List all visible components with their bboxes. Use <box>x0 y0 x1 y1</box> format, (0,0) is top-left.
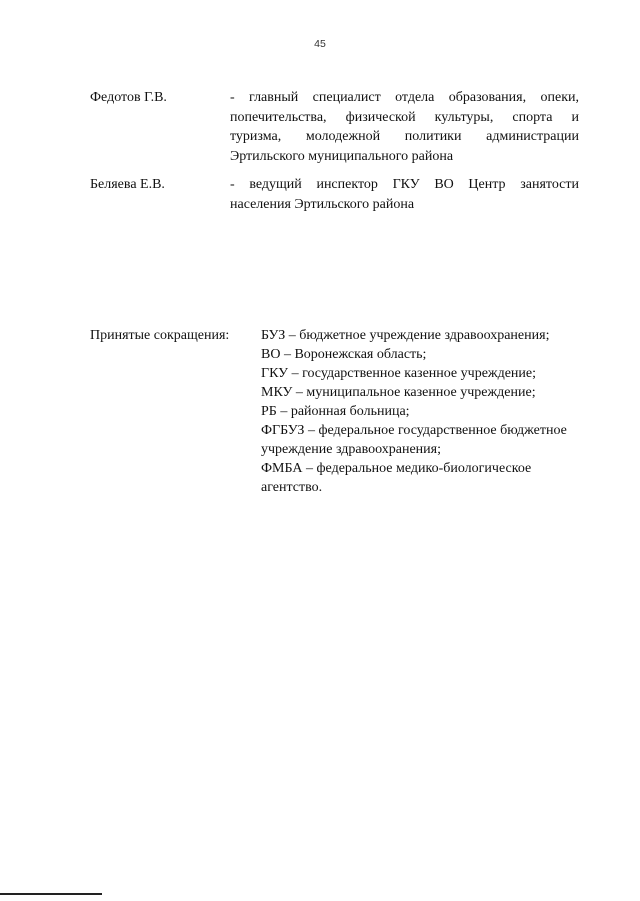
abbreviation-item: ФМБА – федеральное медико-биологическое <box>261 461 532 476</box>
person-name-fedotov: Федотов Г.В. <box>90 90 167 105</box>
description-line: населения Эртильского района <box>230 196 415 212</box>
description-line: Эртильского муниципального района <box>230 148 454 164</box>
abbreviations-label: Принятые сокращения: <box>90 328 230 343</box>
abbreviations-list <box>261 326 606 497</box>
abbreviation-item: БУЗ – бюджетное учреждение здравоохранения; <box>261 328 550 343</box>
abbreviation-item: ВО – Воронежская область; <box>261 347 427 362</box>
description-line: - ведущий инспектор ГКУ ВО Центр занятости <box>230 177 579 192</box>
abbreviation-item: ФГБУЗ – федеральное государственное бюджетное <box>261 423 567 438</box>
abbreviation-item-continuation: агентство. <box>261 480 323 495</box>
person-name-belyaeva: Беляева Е.В. <box>90 177 165 192</box>
person-description-belyaeva <box>230 175 579 214</box>
abbreviation-item-continuation: учреждение здравоохранения; <box>261 442 441 457</box>
abbreviation-item: РБ – районная больница; <box>261 404 410 419</box>
description-line: - главный специалист отдела образования, опеки, <box>230 90 579 105</box>
abbreviation-item: ГКУ – государственное казенное учреждение; <box>261 366 537 381</box>
description-line: туризма, молодежной политики администрации <box>230 129 579 144</box>
description-line: попечительства, физической культуры, спорта и <box>230 109 579 125</box>
footer-rule <box>0 893 102 895</box>
page-number: 45 <box>314 38 326 50</box>
abbreviation-item: МКУ – муниципальное казенное учреждение; <box>261 385 536 400</box>
person-description-fedotov <box>230 88 579 166</box>
